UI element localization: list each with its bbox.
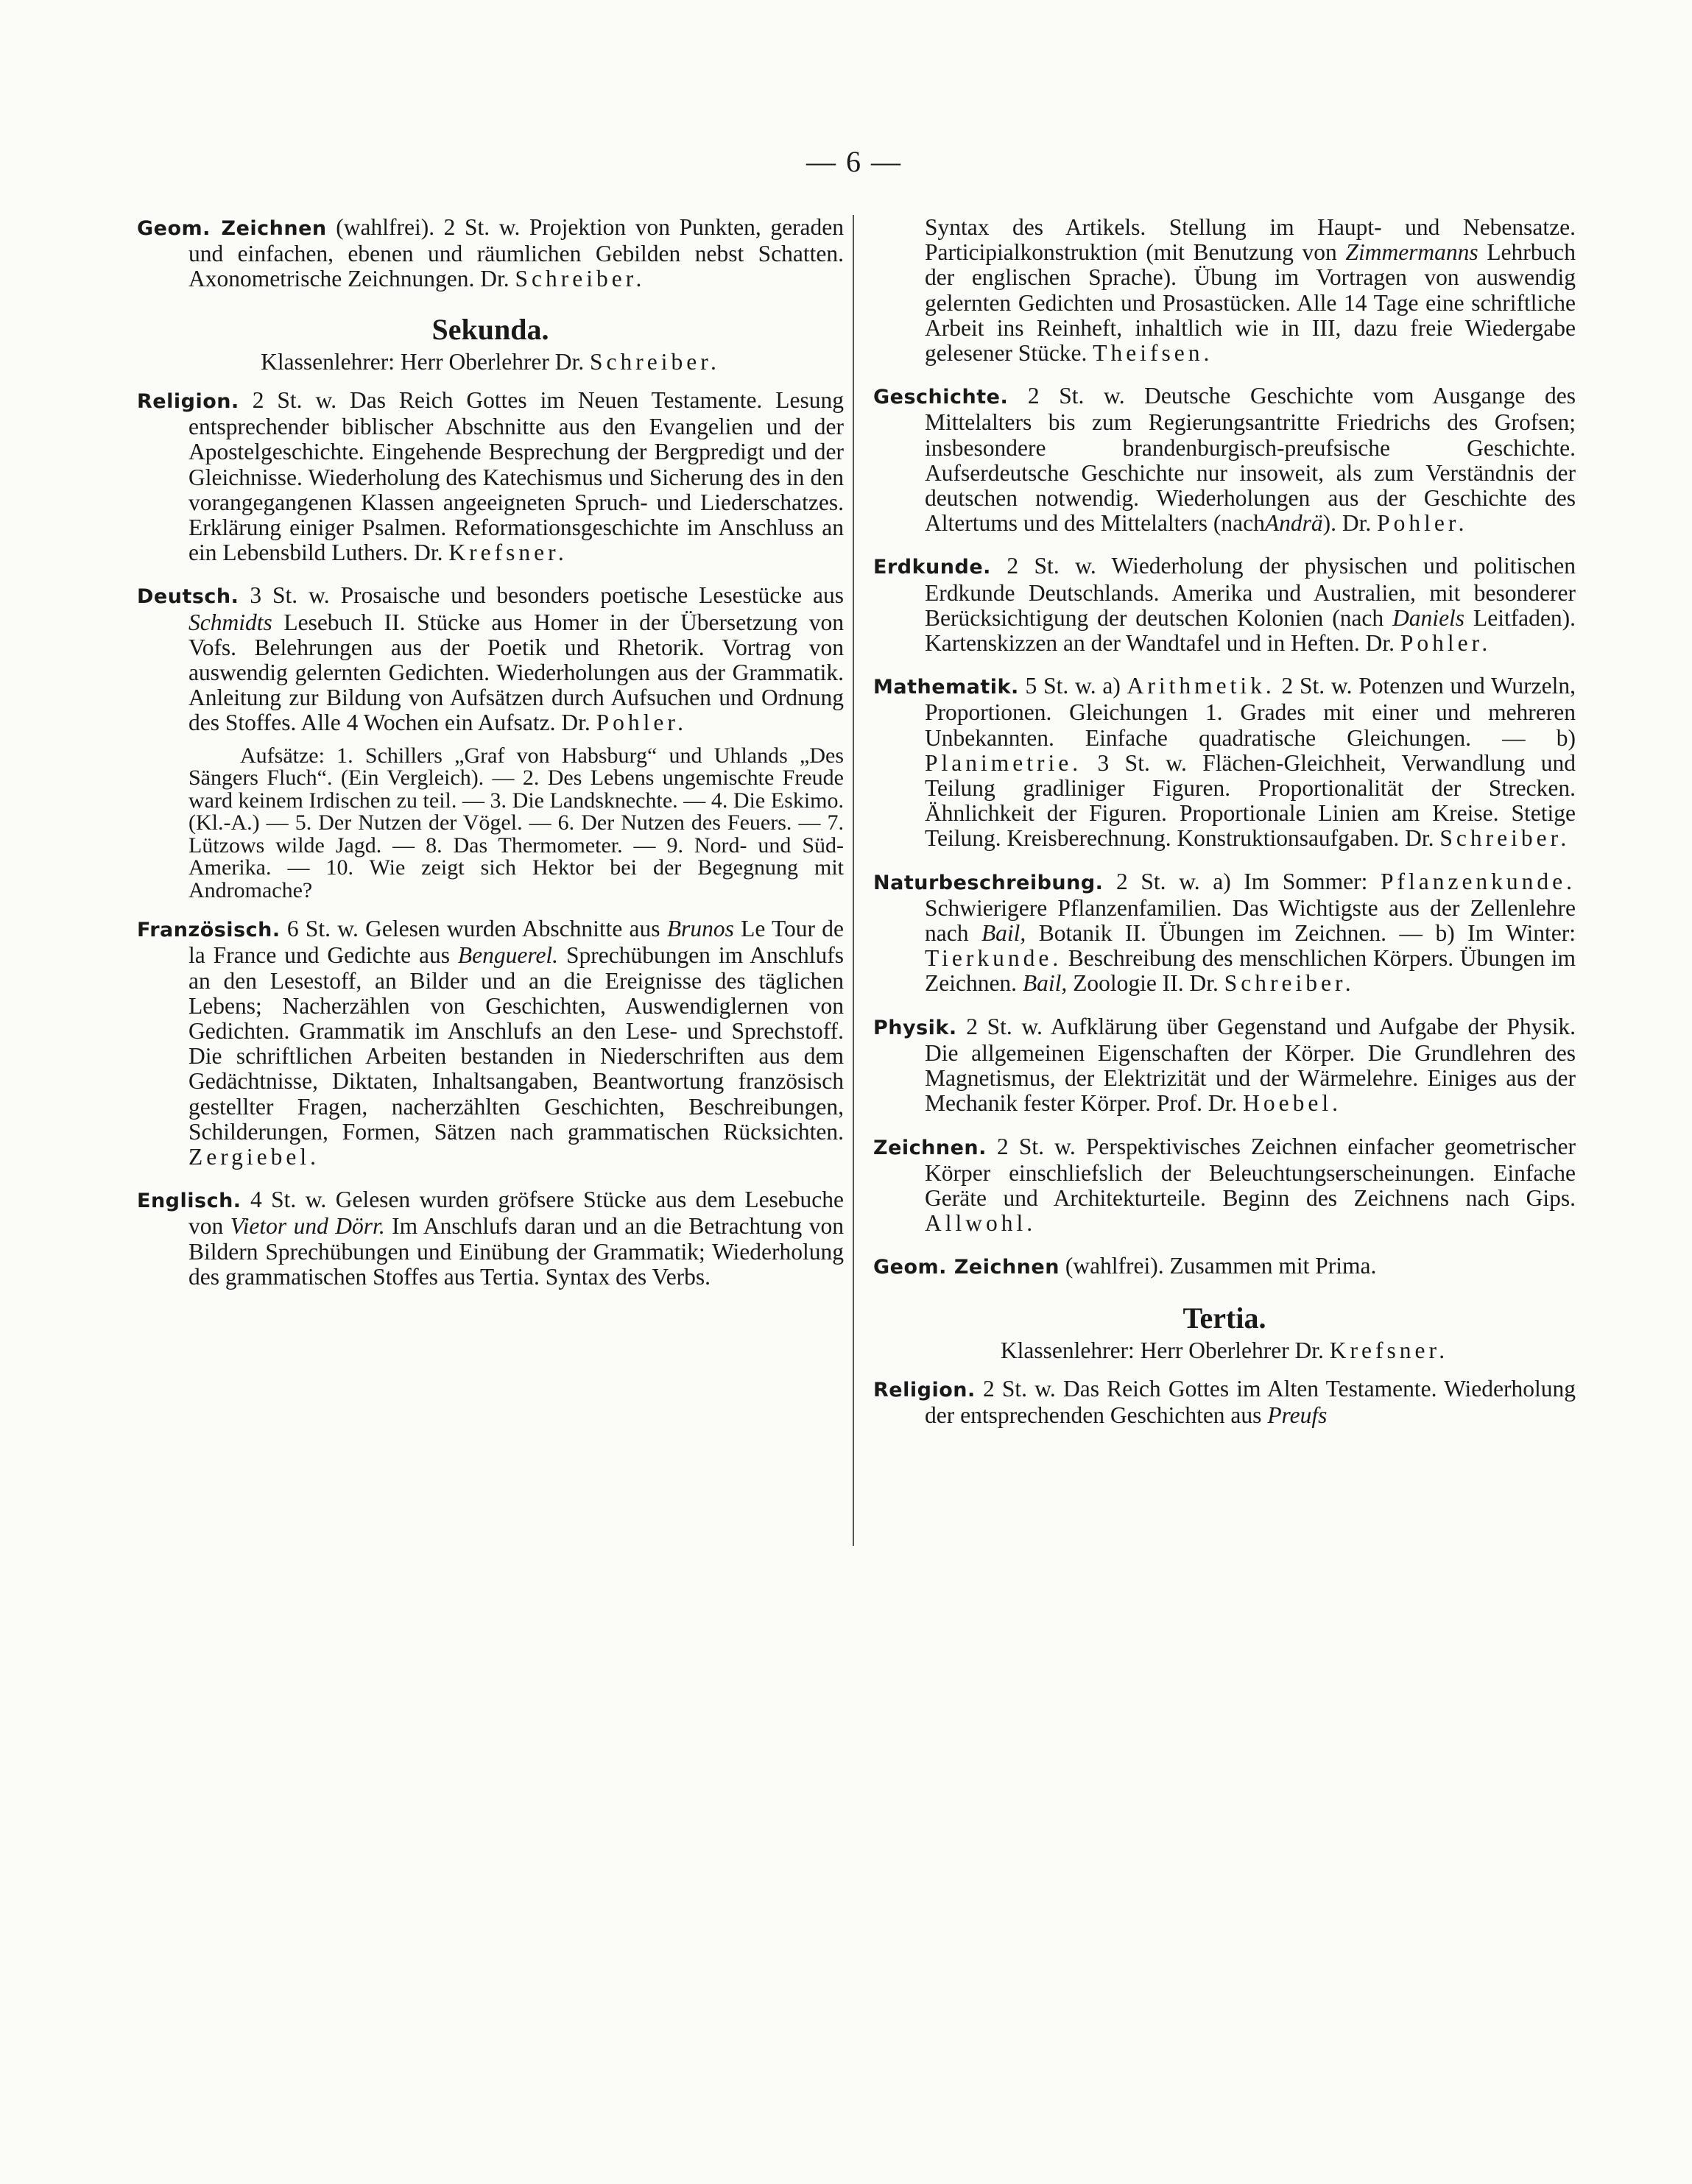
entry-text: 6 St. w. Gelesen wurden Abschnitte aus bbox=[286, 916, 660, 942]
teacher-name: Schreiber. bbox=[1224, 970, 1355, 997]
entry-text: 2 St. w. Wiederholung der physischen und politischen Erdkunde Deutschlands. Amerika und Australien, mit besonderer Berücksichtigung der deutschen Kolonien (nach bbox=[925, 553, 1576, 631]
entry-erdkunde bbox=[873, 554, 1576, 656]
entry-geom-zeichnen-2 bbox=[873, 1254, 1576, 1280]
entry-head: Naturbeschreibung. bbox=[873, 871, 1104, 894]
entry-naturbeschreibung bbox=[873, 869, 1576, 997]
entry-head: Physik. bbox=[873, 1016, 957, 1039]
entry-text: 5 St. w. a) bbox=[1025, 673, 1121, 699]
entry-religion-tertia bbox=[873, 1377, 1576, 1428]
entry-text-italic: Brunos bbox=[666, 916, 734, 942]
entry-geschichte bbox=[873, 384, 1576, 536]
entry-text: 2 St. w. Deutsche Geschichte vom Ausgange des Mittelalters bis zum Regierungsantritte Friedrichs des Grofsen; insbesondere brandenburgisch-preufsische Geschichte. Aufserdeutsche Geschichte nur insoweit, als zum Verständnis der deutschen notwendig. Wiederholungen aus der Geschichte des Altertums und des Mittelalters (nach bbox=[925, 383, 1576, 537]
entry-text: 2 St. w. Das Reich Gottes im Neuen Testamente. Lesung entsprechender biblischer Abschnitte aus den Evangelien und der Apostelgeschichte. Eingehende Besprechung der Bergpredigt und der Gleichnisse. Wiederholung des Katechismus und Sicherung des in den vorangegangenen Klassen angeeigneten Spruch- und Liederschatzes. Erklärung einiger Psalmen. Reformationsgeschichte im Anschluss an ein Lebensbild Luthers. Dr. bbox=[188, 387, 844, 566]
class-teacher-name: Krefsner. bbox=[1329, 1337, 1449, 1363]
section-title-sekunda: Sekunda. bbox=[431, 312, 549, 346]
entry-religion bbox=[137, 388, 844, 565]
entry-text: 3 St. w. Flächen-Gleichheit, Verwandlung und Teilung gradliniger Figuren. Proportionalität der Strecken. Ähnlichkeit der Figuren. Proportionale Linien am Kreise. Stetige Teilung. Kreisberechnung. Konstruktionsaufgaben. Dr. bbox=[925, 749, 1576, 852]
entry-text-spaced: Tierkunde. bbox=[925, 945, 1062, 972]
entry-geom-zeichnen bbox=[137, 215, 844, 292]
class-teacher-name: Schreiber. bbox=[590, 348, 720, 375]
aufsaetze-list bbox=[137, 745, 844, 902]
entry-text: ). Dr. bbox=[1322, 510, 1372, 537]
entry-text-italic: Daniels bbox=[1392, 604, 1465, 631]
entry-text: (wahlfrei). Zusammen mit Prima. bbox=[1065, 1253, 1377, 1279]
teacher-name: Pohler. bbox=[1377, 510, 1468, 537]
entry-text: Im Anschlufs daran und an die Betrachtung von Bildern Sprechübungen und Einübung der Grammatik; Wiederholung des grammatischen Stoffes aus Tertia. Syntax des Verbs. bbox=[188, 1213, 845, 1290]
entry-zeichnen bbox=[873, 1134, 1576, 1237]
entry-text-italic: Bail, bbox=[1022, 970, 1068, 997]
entry-text: Lesebuch II. Stücke aus Homer in der Übersetzung von Vofs. Belehrungen aus der Poetik und Rhetorik. Vortrag von auswendig gelernten Gedichten. Wiederholungen aus der Grammatik. Anleitung zur Bildung von Aufsätzen durch Aufsuchen und Ordnung des Stoffes. Alle 4 Wochen ein Aufsatz. Dr. bbox=[188, 609, 844, 736]
entry-text: Sprechübungen im Anschlufs an den Lesestoff, an Bilder und an die Ereignisse des täglichen Lebens; Nacherzählen von Geschichten, Auswendiglernen von Gedichten. Grammatik im Anschlufs an den Lese- und Sprechstoff. Die schriftlichen Arbeiten bestanden in Niederschriften aus dem Gedächtnisse, Diktaten, Inhaltsangaben, Beantwortung französisch gestellter Fragen, nacherzählten Geschichten, Beschreibungen, Schilderungen, Formen, Sätzen nach grammatischen Rücksichten. bbox=[188, 942, 844, 1145]
teacher-name: Theifsen. bbox=[1093, 340, 1213, 367]
entry-text-italic: Preufs bbox=[1267, 1402, 1328, 1429]
entry-text-spaced: Pflanzenkunde. bbox=[1380, 868, 1576, 894]
entry-physik bbox=[873, 1014, 1576, 1117]
entry-text: Botanik II. Übungen im Zeichnen. — b) Im Winter: bbox=[1038, 920, 1576, 947]
entry-text-italic: Zimmermanns bbox=[1345, 239, 1478, 266]
entry-text: 4 St. w. Gelesen wurden gröfsere Stücke aus dem Lesebuche von bbox=[188, 1187, 844, 1240]
entry-text-spaced: Planimetrie. bbox=[925, 749, 1082, 776]
class-teacher-label: Klassenlehrer: Herr Oberlehrer Dr. bbox=[261, 348, 585, 375]
teacher-name: Krefsner. bbox=[448, 540, 568, 566]
entry-text: Syntax des Artikels. Stellung im Haupt- und Nebensatze. Participialkonstruktion (mit Benutzung von bbox=[925, 214, 1576, 266]
entry-text-spaced: Arithmetik. bbox=[1127, 673, 1275, 699]
teacher-name: Schreiber. bbox=[515, 266, 646, 292]
entry-text: 3 St. w. Prosaische und besonders poetische Lesestücke aus bbox=[250, 582, 844, 609]
entry-text: 2 St. w. Perspektivisches Zeichnen einfacher geometrischer Körper einschliefslich der Beleuchtungserscheinungen. Einfache Geräte und Architekturteile. Beginn des Zeichnens nach Gips. bbox=[925, 1133, 1576, 1211]
aufsaetze-text: Aufsätze: 1. Schillers „Graf von Habsburg“ und Uhlands „Des Sängers Fluch“. (Ein Vergleich). — 2. Des Lebens ungemischte Freude ward keinem Irdischen zu teil. — 3. Die Landsknechte. — 4. Die Eskimo. (Kl.-A.) — 5. Der Nutzen der Vögel. — 6. Der Nutzen des Feuers. — 7. Lützows wilde Jagd. — 8. Das Thermometer. — 9. Nord- und Süd-Amerika. — 10. Wie zeigt sich Hektor bei der Begegnung mit Andromache? bbox=[188, 743, 844, 902]
entry-mathematik bbox=[873, 674, 1576, 851]
entry-text: Beschreibung des menschlichen Körpers. Übungen im Zeichnen. bbox=[925, 945, 1576, 997]
entry-text: Schwierigere Pflanzenfamilien. Das Wichtigste aus der Zellenlehre nach bbox=[925, 894, 1576, 947]
entry-text: Zoologie II. Dr. bbox=[1073, 970, 1219, 997]
class-teacher-label: Klassenlehrer: Herr Oberlehrer Dr. bbox=[1000, 1337, 1324, 1363]
entry-head: Erdkunde. bbox=[873, 556, 991, 579]
entry-text-italic: Benguerel. bbox=[457, 942, 559, 969]
entry-text: Lehrbuch der englischen Sprache). Übung im Vortragen von auswendig gelernten Gedichten und Prosastücken. Alle 14 Tage eine schriftliche Arbeit ins Reinheft, inhaltlich wie in III, dazu freie Wiedergabe gelesener Stücke. bbox=[925, 239, 1576, 367]
teacher-name: Hoebel. bbox=[1243, 1090, 1342, 1117]
entry-text-italic: Vietor und Dörr. bbox=[230, 1213, 385, 1240]
entry-head: Zeichnen. bbox=[873, 1136, 987, 1159]
teacher-name: Allwohl. bbox=[925, 1210, 1037, 1237]
entry-deutsch bbox=[137, 583, 844, 735]
entry-head: Religion. bbox=[137, 390, 239, 414]
entry-text: 2 St. w. Aufklärung über Gegenstand und Aufgabe der Physik. Die allgemeinen Eigenschaften der Körper. Die Grundlehren des Magnetismus, der Elektrizität und der Wärmelehre. Einiges aus der Mechanik fester Körper. Prof. Dr. bbox=[925, 1013, 1576, 1117]
class-teacher-sekunda bbox=[137, 350, 844, 375]
class-teacher-tertia bbox=[873, 1338, 1576, 1363]
teacher-name: Schreiber. bbox=[1439, 825, 1571, 852]
teacher-name: Pohler. bbox=[1400, 630, 1492, 657]
section-title-tertia: Tertia. bbox=[1182, 1301, 1266, 1335]
entry-head: Deutsch. bbox=[137, 585, 239, 609]
entry-head: Geom. Zeichnen bbox=[873, 1256, 1060, 1279]
entry-englisch-continued bbox=[873, 215, 1576, 366]
entry-englisch bbox=[137, 1187, 844, 1290]
entry-text: Le Tour de la France und Gedichte aus bbox=[188, 916, 845, 969]
entry-text-italic: Schmidts bbox=[188, 609, 272, 635]
entry-text: 2 St. w. Potenzen und Wurzeln, Proportionen. Gleichungen 1. Grades mit einer und mehreren Unbekannten. Einfache quadratische Gleichungen. — b) bbox=[925, 673, 1576, 751]
entry-head: Mathematik. bbox=[873, 676, 1019, 699]
entry-head: Geschichte. bbox=[873, 386, 1009, 409]
entry-text: (wahlfrei). 2 St. w. Projektion von Punkten, geraden und einfachen, ebenen und räumlichen Gebilden nebst Schatten. Axonometrische Zeichnungen. Dr. bbox=[188, 214, 844, 292]
left-column bbox=[137, 215, 844, 1307]
entry-text: 2 St. w. a) Im Sommer: bbox=[1116, 868, 1368, 894]
entry-text-italic: Bail, bbox=[981, 920, 1026, 947]
entry-head: Geom. Zeichnen bbox=[137, 217, 327, 240]
teacher-name: Zergiebel. bbox=[188, 1143, 320, 1170]
entry-text-italic: Andrä bbox=[1264, 510, 1323, 537]
entry-head: Englisch. bbox=[137, 1190, 242, 1213]
right-column bbox=[873, 215, 1576, 1446]
entry-head: Französisch. bbox=[137, 919, 281, 942]
page-number: — 6 — bbox=[806, 145, 902, 178]
entry-franzoesisch bbox=[137, 916, 844, 1170]
entry-text: 2 St. w. Das Reich Gottes im Alten Testamente. Wiederholung der entsprechenden Geschichten aus bbox=[925, 1375, 1576, 1429]
entry-head: Religion. bbox=[873, 1378, 976, 1402]
entry-text: Leitfaden). Kartenskizzen an der Wandtafel und in Heften. Dr. bbox=[925, 604, 1576, 657]
teacher-name: Pohler. bbox=[596, 710, 687, 736]
column-divider bbox=[853, 215, 854, 1546]
